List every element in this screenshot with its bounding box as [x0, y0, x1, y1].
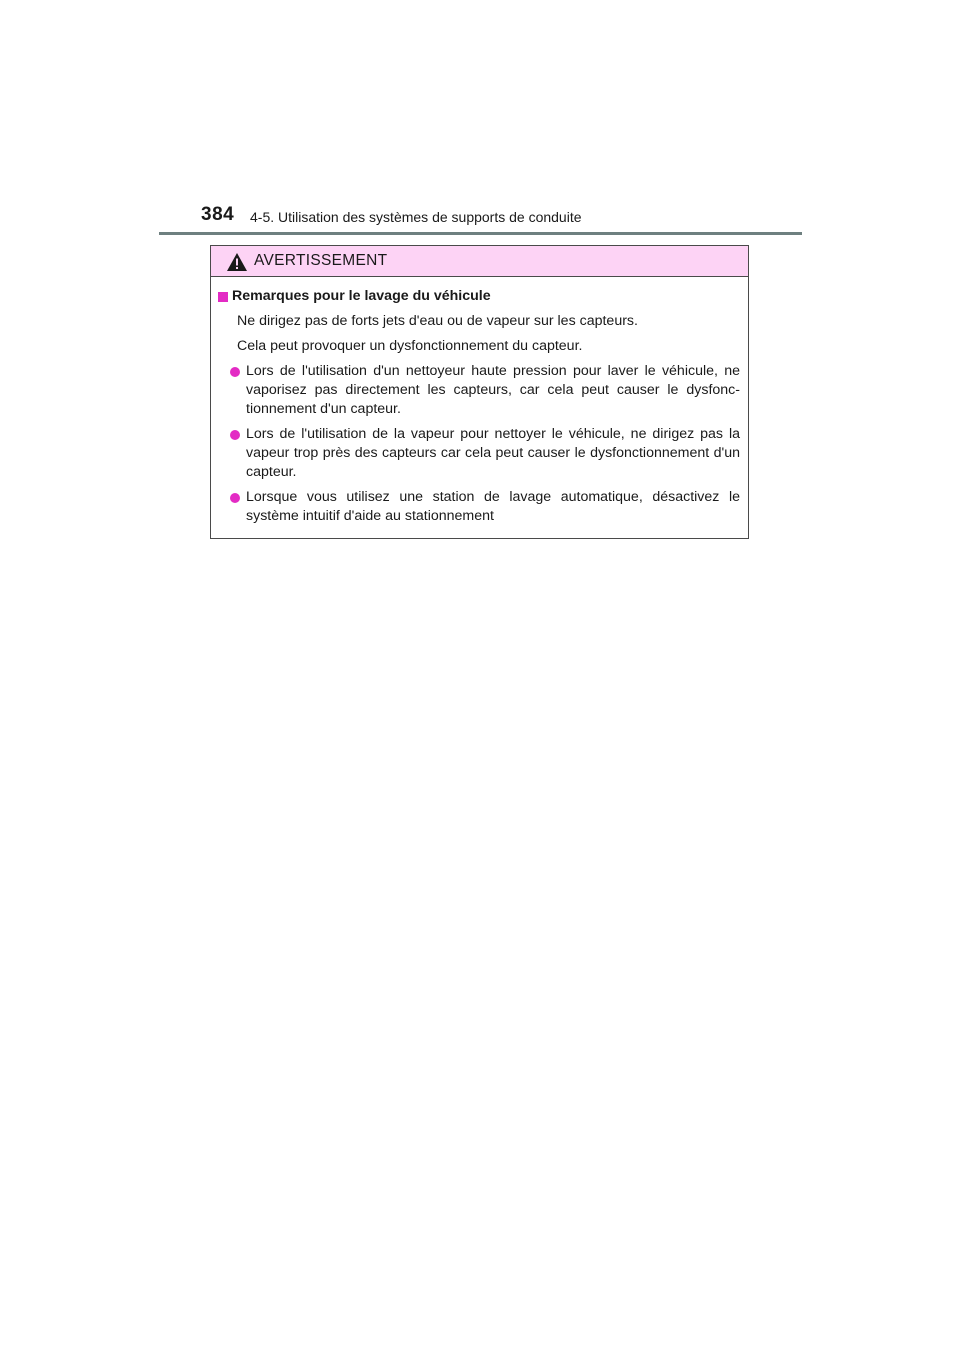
bullet-text: Lorsque vous utilisez une station de lavage automatique, désactivez le système intuitif d'aide au stationnement	[246, 489, 740, 524]
header-divider	[159, 232, 802, 235]
round-bullet-icon	[230, 430, 240, 440]
bullet-item	[230, 362, 740, 419]
round-bullet-icon	[230, 493, 240, 503]
warning-title: AVERTISSEMENT	[254, 252, 388, 269]
subheading-row	[218, 287, 740, 306]
section-title: 4-5. Utilisation des systèmes de supports de conduite	[250, 209, 582, 225]
paragraph: Ne dirigez pas de forts jets d'eau ou de vapeur sur les capteurs.	[237, 313, 638, 329]
warning-body	[211, 277, 748, 526]
warning-header	[211, 246, 748, 277]
warning-triangle-icon	[226, 252, 248, 272]
paragraph: Cela peut provoquer un dysfonctionnement du capteur.	[237, 338, 583, 354]
bullet-text: Lors de l'utilisation d'un nettoyeur haute pression pour laver le véhicule, ne vaporisez pas directement les capteurs, car cela peut causer le dysfonc-tionnement d'un capteur.	[246, 363, 740, 417]
square-bullet-icon	[218, 292, 228, 302]
bullet-item	[230, 425, 740, 482]
bullet-item	[230, 488, 740, 526]
subheading: Remarques pour le lavage du véhicule	[232, 288, 491, 304]
warning-box	[210, 245, 749, 539]
page-number: 384	[201, 204, 235, 225]
round-bullet-icon	[230, 367, 240, 377]
bullet-text: Lors de l'utilisation de la vapeur pour nettoyer le véhicule, ne dirigez pas la vapeur trop près des capteurs car cela peut causer le dysfonctionnement d'un capteur.	[246, 426, 740, 480]
